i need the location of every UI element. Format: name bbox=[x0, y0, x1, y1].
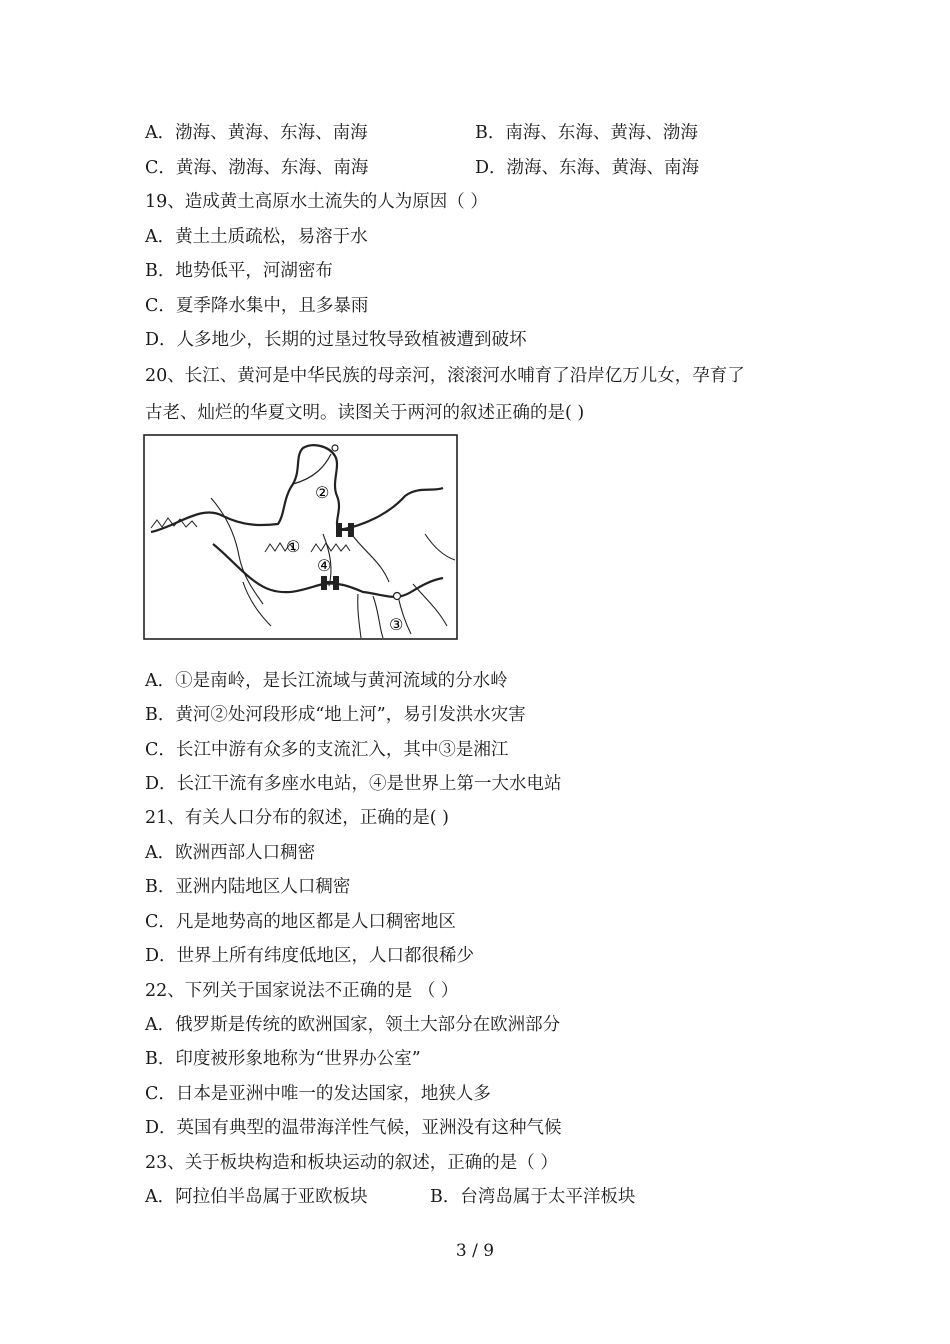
q20-option-d: D．长江干流有多座水电站，④是世界上第一大水电站 bbox=[145, 774, 562, 794]
q22-stem: 22、下列关于国家说法不正确的是 （ ） bbox=[145, 981, 459, 1001]
q22-option-d: D．英国有典型的温带海洋性气候，亚洲没有这种气候 bbox=[145, 1118, 562, 1138]
q19-option-c: C．夏季降水集中，且多暴雨 bbox=[145, 296, 369, 316]
q19-stem: 19、造成黄土高原水土流失的人为原因（ ） bbox=[145, 192, 488, 212]
q21-option-d: D．世界上所有纬度低地区，人口都很稀少 bbox=[145, 946, 475, 966]
q18-option-a: A．渤海、黄海、东海、南海 bbox=[145, 123, 368, 143]
map-label-3: ③ bbox=[389, 615, 404, 634]
q22-option-b: B．印度被形象地称为“世界办公室” bbox=[145, 1049, 421, 1069]
q21-stem: 21、有关人口分布的叙述，正确的是( ) bbox=[145, 808, 449, 828]
q23-stem: 23、关于板块构造和板块运动的叙述，正确的是（ ） bbox=[145, 1153, 558, 1173]
q20-stem-line2: 古老、灿烂的华夏文明。读图关于两河的叙述正确的是( ) bbox=[145, 403, 585, 423]
map-label-1: ① bbox=[286, 537, 301, 556]
page-number: 3 / 9 bbox=[455, 1241, 495, 1261]
q18-option-c: C．黄海、渤海、东海、南海 bbox=[145, 158, 369, 178]
q18-option-d: D．渤海、东海、黄海、南海 bbox=[475, 158, 700, 178]
q18-option-b: B．南海、东海、黄海、渤海 bbox=[475, 123, 698, 143]
map-label-2: ② bbox=[315, 483, 330, 502]
q20-option-c: C．长江中游有众多的支流汇入，其中③是湘江 bbox=[145, 740, 509, 760]
q21-option-c: C．凡是地势高的地区都是人口稠密地区 bbox=[145, 912, 456, 932]
q19-option-b: B．地势低平，河湖密布 bbox=[145, 261, 333, 281]
q22-option-a: A．俄罗斯是传统的欧洲国家，领土大部分在欧洲部分 bbox=[145, 1015, 561, 1035]
q21-option-a: A．欧洲西部人口稠密 bbox=[145, 843, 316, 863]
q20-stem-line1: 20、长江、黄河是中华民族的母亲河，滚滚河水哺育了沿岸亿万儿女，孕育了 bbox=[145, 366, 745, 386]
q23-option-a: A．阿拉伯半岛属于亚欧板块 bbox=[145, 1187, 368, 1207]
q22-option-c: C．日本是亚洲中唯一的发达国家，地狭人多 bbox=[145, 1084, 491, 1104]
yellow-yangtze-river-map bbox=[143, 434, 458, 640]
map-label-4: ④ bbox=[317, 556, 332, 575]
q20-option-b: B．黄河②处河段形成“地上河”，易引发洪水灾害 bbox=[145, 705, 526, 725]
q21-option-b: B．亚洲内陆地区人口稠密 bbox=[145, 877, 351, 897]
q19-option-d: D．人多地少，长期的过垦过牧导致植被遭到破坏 bbox=[145, 330, 527, 350]
q20-option-a: A．①是南岭，是长江流域与黄河流域的分水岭 bbox=[145, 671, 508, 691]
q23-option-b: B．台湾岛属于太平洋板块 bbox=[430, 1187, 636, 1207]
q19-option-a: A．黄土土质疏松，易溶于水 bbox=[145, 227, 368, 247]
